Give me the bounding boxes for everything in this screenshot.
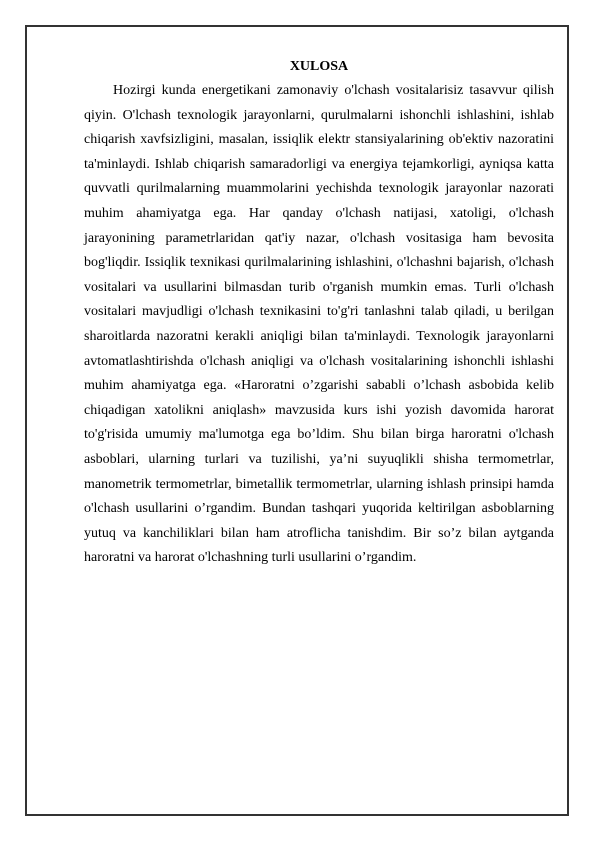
document-title: XULOSA	[289, 59, 349, 74]
body-paragraph: Hozirgi kunda energetikani zamonaviy o'lchash vositalarisiz tasavvur qilish qiyin. O'lchash texnologik jarayonlarni, qurulmalarni ishonchli ishlashini, ishlab chiqarish xavfsizligini, masalan, issiqlik elektr stansiyalarining ob'ektiv nazoratini ta'minlaydi. Ishlab chiqarish samaradorligi va energiya tejamkorligi, ayniqsa katta quvvatli qurilmalarning muammolarini yechishda texnologik jarayonlar nazorati muhim ahamiyatga ega. Har qanday o'lchash natijasi, xatoligi, o'lchash jarayonining parametrlaridan qat'iy nazar, o'lchash vositasiga ham bevosita bog'liqdir. Issiqlik texnikasi qurilmalarining ishlashini, o'lchashni bajarish, o'lchash vositalari va usullarini bilmasdan turib o'rganish mumkin emas. Turli o'lchash vositalari mavjudligi o'lchash texnikasini to'g'ri tanlashni talab qiladi, u berilgan sharoitlarda nazoratni kerakli aniqligi bilan ta'minlaydi. Texnologik jarayonlarni avtomatlashtirishda o'lchash aniqligi va o'lchash vositalarining ishonchli ishlashi muhim ahamiyatga ega. «Haroratni o’zgarishi sababli o’lchash asbobida kelib chiqadigan xatolikni aniqlash» mavzusida kurs ishi yozish davomida harorat to'g'risida umumiy ma'lumotga ega bo’ldim. Shu bilan birga haroratni o'lchash asboblari, ularning turlari va tuzilishi, ya’ni suyuqlikli shisha termometrlar, manometrik termometrlar, bimetallik termometrlar, ularning ishlash prinsipi hamda o'lchash usullarini o’rgandim. Bundan tashqari yuqorida keltirilgan asboblarning yutuq va kanchiliklari bilan ham atroflicha tanishdim. Bir so’z bilan aytganda haroratni va harorat o'lchashning turli usullarini o’rgandim.	[84, 83, 554, 566]
